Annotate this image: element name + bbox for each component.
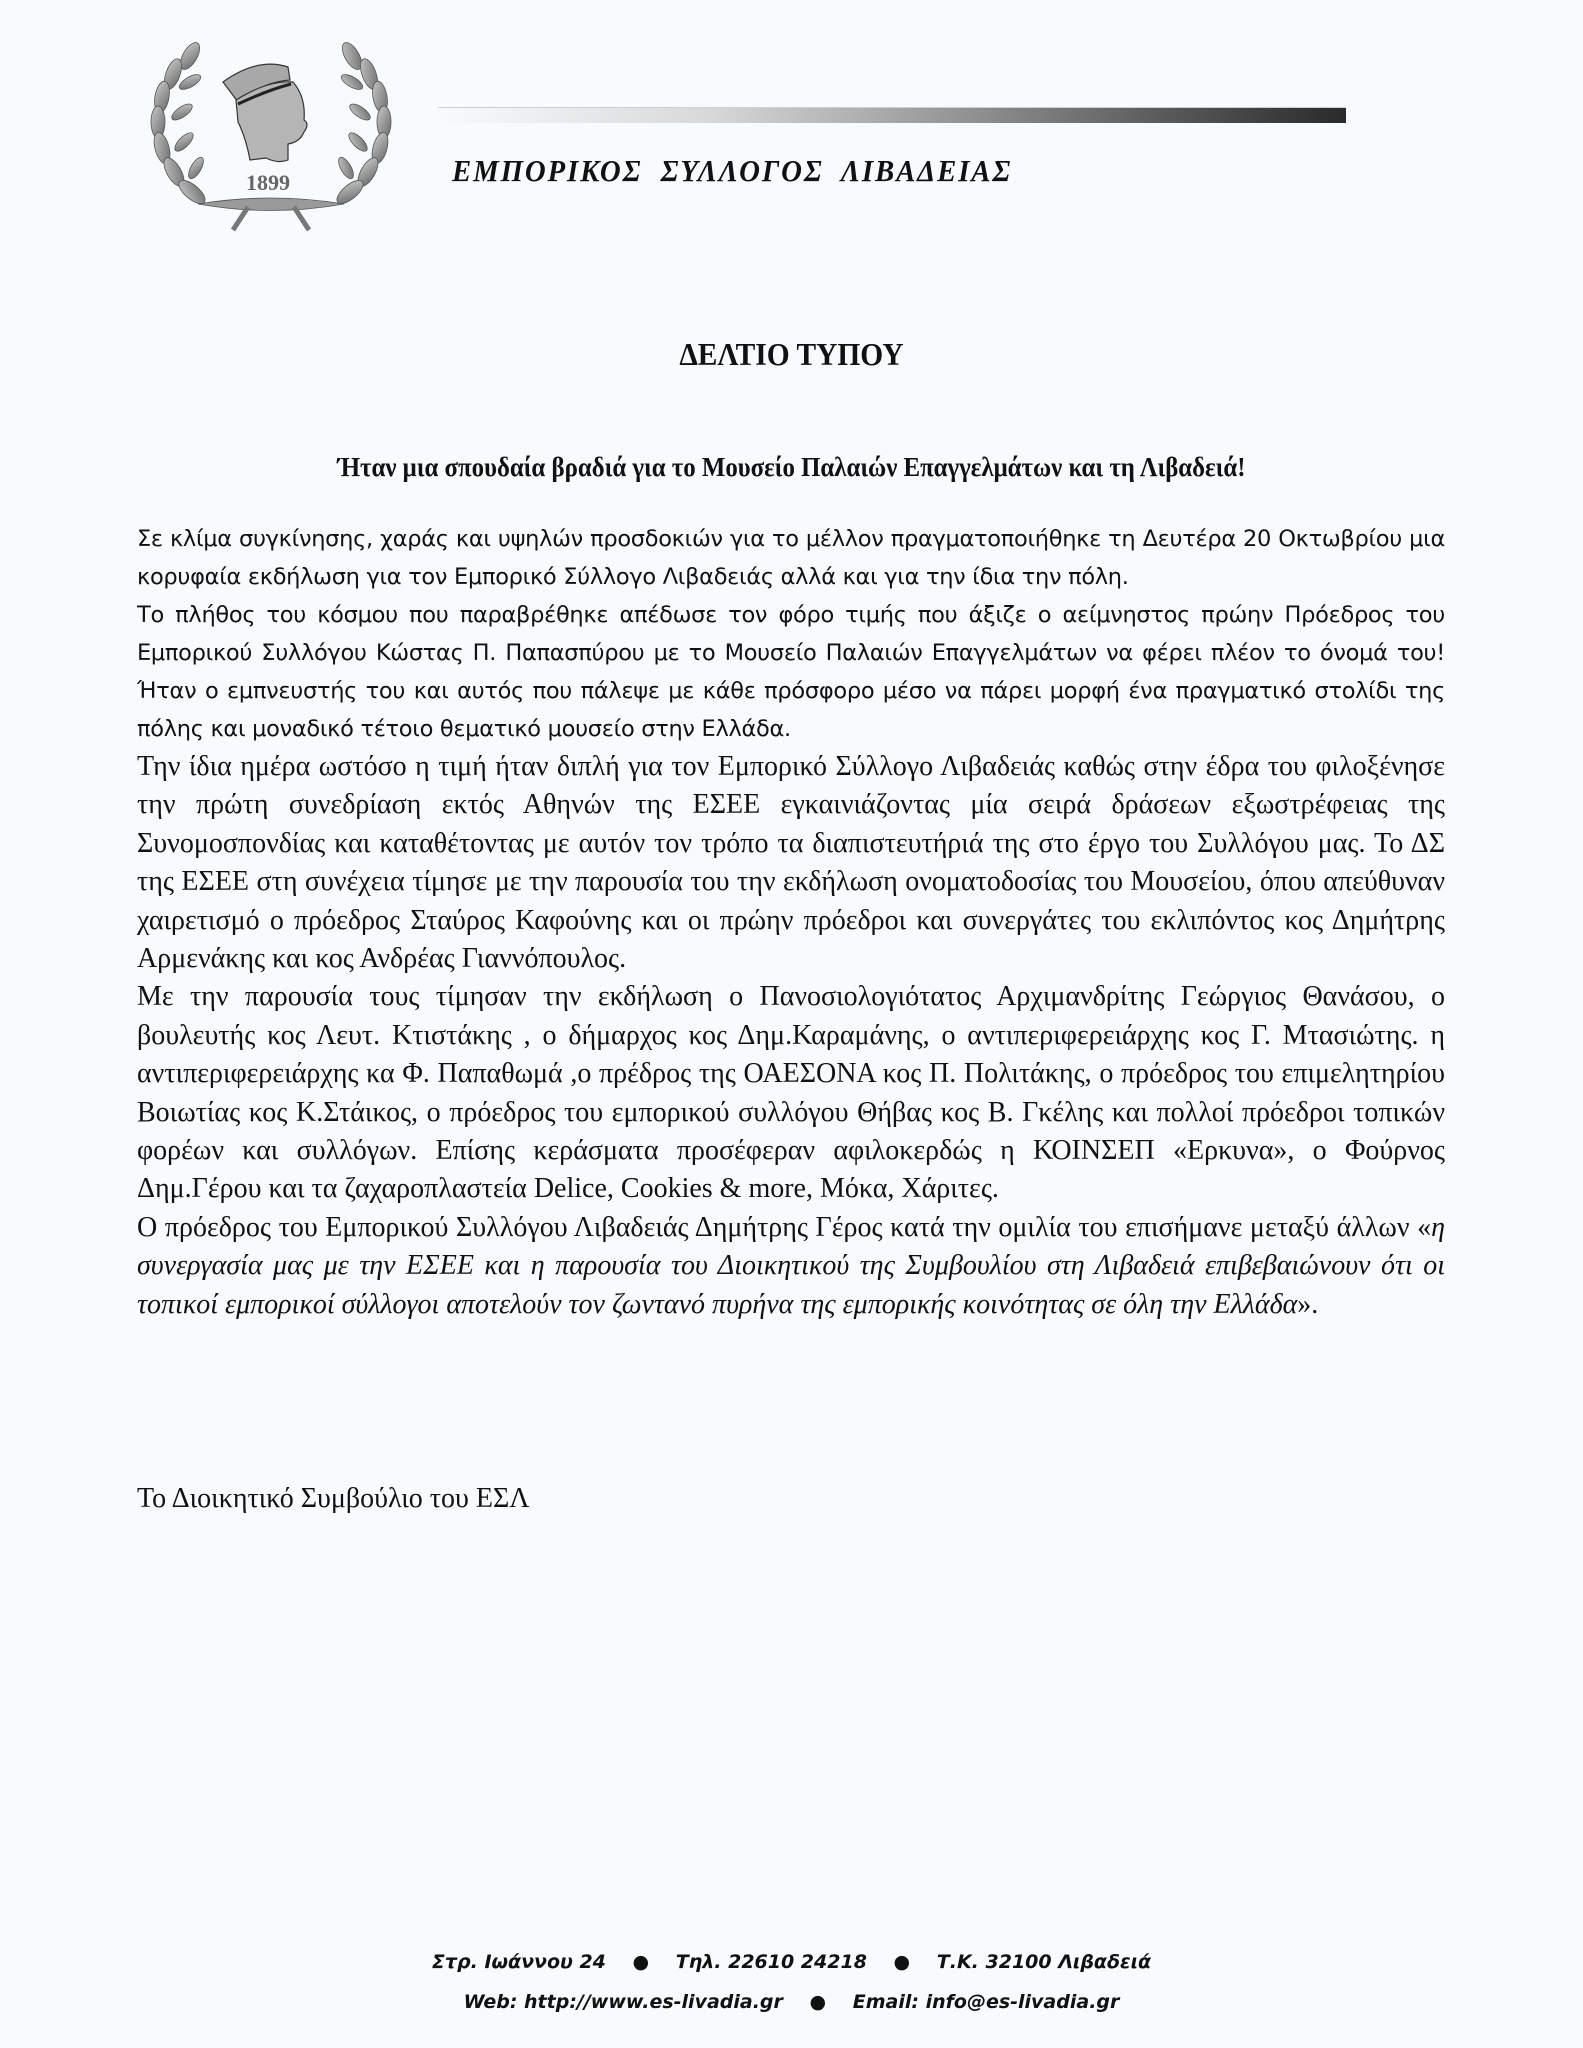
footer-web-line bbox=[0, 1982, 1583, 2022]
footer bbox=[0, 1942, 1583, 2022]
document-subtitle: Ήταν μια σπουδαία βραδιά για το Μουσείο Παλαιών Επαγγελμάτων και τη Λιβαδειά! bbox=[337, 452, 1246, 482]
paragraph-intro: Σε κλίμα συγκίνησης, χαράς και υψηλών προσδοκιών για το μέλλον πραγματοποιήθηκε τη Δευτέρα 20 Οκτωβρίου μια κορυφαία εκδήλωση για τον Εμπορικό Σύλλογο Λιβαδειάς αλλά και για την ίδια την πόλη. bbox=[137, 526, 1445, 590]
footer-address: Στρ. Ιωάννου 24 bbox=[431, 1951, 606, 1973]
speech-outro: ». bbox=[1297, 1288, 1319, 1320]
paragraph-attendees: Με την παρουσία τους τίμησαν την εκδήλωση ο Πανοσιολογιότατος Αρχιμανδρίτης Γεώργιος Θανάσου, ο βουλευτής κος Λευτ. Κτιστάκης , ο δήμαρχος κος Δημ.Καραμάνης, ο αντιπεριφερειάρχης κος Γ. Μτασιώτης. η αντιπεριφερειάρχης κα Φ. Παπαθωμά ,ο πρέδρος της ΟΑΕΣΟΝΑ κος Π. Πολιτάκης, ο πρόεδρος του επιμελητηρίου Βοιωτίας κος Κ.Στάικος, ο πρόεδρος του εμπορικού συλλόγου Θήβας κος Β. Γκέλης και πολλοί πρόεδροι τοπικών φορέων και συλλόγων. Επίσης κεράσματα προσέφεραν αφιλοκερδώς η ΚΟΙΝΣΕΠ «Ερκυνα», ο Φούρνος Δημ.Γέρου και τα ζαχαροπλαστεία Delice, Cookies & more, Μόκα, Χάριτες. bbox=[137, 981, 1445, 1205]
speech-intro: Ο πρόεδρος του Εμπορικού Συλλόγου Λιβαδειάς Δημήτρης Γέρος κατά την ομιλία του επισήμανε μεταξύ άλλων « bbox=[137, 1211, 1432, 1243]
logo-year: 1899 bbox=[246, 170, 290, 195]
footer-website-link[interactable]: Web: http://www.es-livadia.gr bbox=[463, 1991, 783, 2013]
laurel-wreath-hermes-icon bbox=[138, 42, 404, 232]
paragraph-tribute: Το πλήθος του κόσμου που παραβρέθηκε απέδωσε τον φόρο τιμής που άξιζε ο αείμνηστος πρώην Πρόεδρος του Εμπορικού Συλλόγου Κώστας Π. Παπασπύρου με το Μουσείο Παλαιών Επαγγελμάτων να φέρει πλέον το όνομά του! Ήταν ο εμπνευστής του και αυτός που πάλεψε με κάθε πρόσφορο μέσο να πάρει μορφή ένα πραγματικό στολίδι της πόλης και μοναδικό τέτοιο θεματικό μουσείο στην Ελλάδα. bbox=[137, 602, 1445, 742]
bullet-icon: ● bbox=[632, 1951, 650, 1973]
paragraph-esee-meeting: Την ίδια ημέρα ωστόσο η τιμή ήταν διπλή για τον Εμπορικό Σύλλογο Λιβαδειάς καθώς στην έδρα του φιλοξένησε την πρώτη συνεδρίαση εκτός Αθηνών της ΕΣΕΕ εγκαινιάζοντας μία σειρά δράσεων εξωστρέφειας της Συνομοσπονδίας και καταθέτοντας με αυτόν τον τρόπο τα διαπιστευτήριά της στο έργο του Συλλόγου μας. Το ΔΣ της ΕΣΕΕ στη συνέχεια τίμησε με την παρουσία του την εκδήλωση ονοματοδοσίας του Μουσείου, όπου απεύθυναν χαιρετισμό ο πρόεδρος Σταύρος Καφούνης και οι πρώην πρόεδροι και συνεργάτες του εκλιπόντος κος Δημήτρης Αρμενάκης και κος Ανδρέας Γιαννόπουλος. bbox=[137, 751, 1445, 975]
organization-logo bbox=[138, 42, 404, 232]
speech-quote: η συνεργασία μας με την ΕΣΕΕ και η παρουσία του Διοικητικού της Συμβουλίου στη Λιβαδειά επιβεβαιώνουν ότι οι τοπικοί εμπορικοί σύλλογοι αποτελούν τον ζωντανό πυρήνα της εμπορικής κοινότητας σε όλη την Ελλάδα bbox=[137, 1211, 1445, 1320]
document-body bbox=[137, 520, 1445, 1324]
footer-contact-line bbox=[0, 1942, 1583, 1982]
bullet-icon: ● bbox=[893, 1951, 911, 1973]
signature: Το Διοικητικό Συμβούλιο του ΕΣΛ bbox=[137, 1483, 530, 1514]
document-heading: ΔΕΛΤΙΟ ΤΥΠΟΥ bbox=[679, 336, 904, 372]
footer-postal: Τ.Κ. 32100 Λιβαδειά bbox=[936, 1951, 1152, 1973]
organization-title: ΕΜΠΟΡΙΚΟΣ ΣΥΛΛΟΓΟΣ ΛΙΒΑΔΕΙΑΣ bbox=[452, 153, 1013, 188]
footer-phone: Τηλ. 22610 24218 bbox=[675, 1951, 867, 1973]
footer-email-link[interactable]: Email: info@es-livadia.gr bbox=[852, 1991, 1120, 2013]
header-gradient-bar bbox=[438, 107, 1346, 123]
paragraph-president-speech bbox=[137, 1209, 1445, 1324]
bullet-icon: ● bbox=[809, 1991, 827, 2013]
